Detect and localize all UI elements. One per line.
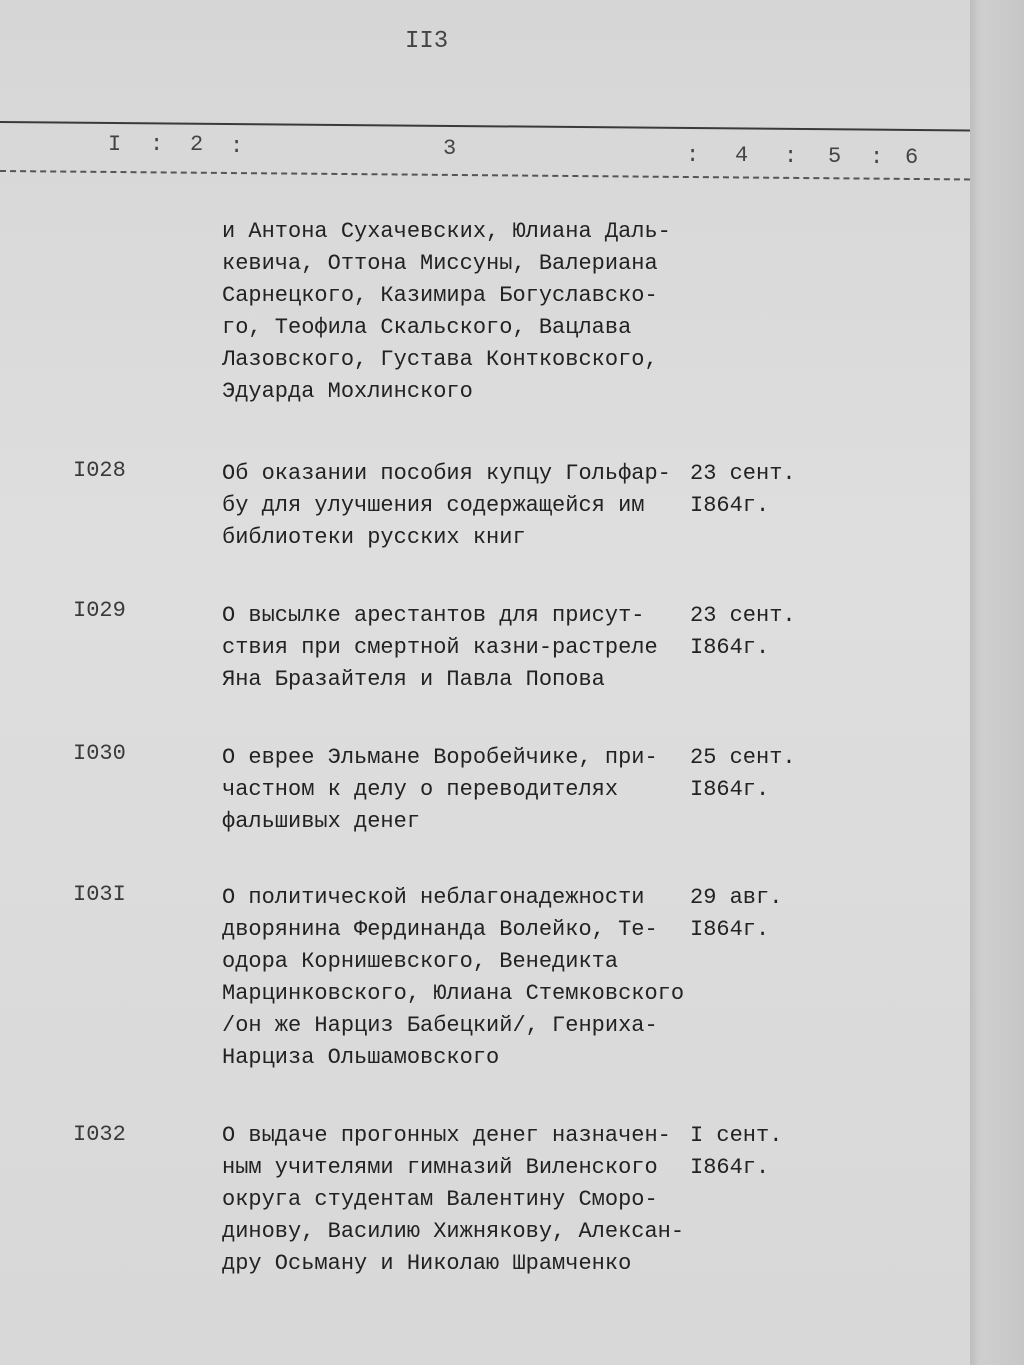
entry-number: I032 bbox=[73, 1122, 126, 1147]
continuation-text: и Антона Сухачевских, Юлиана Даль- кевича, Оттона Миссуны, Валериана Сарнецкого, Казимира Богуславско- го, Теофила Скальского, Вацлава Лазовского, Густава Контковского, Эдуарда Мохлинского bbox=[222, 219, 671, 404]
column-header-5: 5 bbox=[828, 144, 842, 169]
entry-date: 23 сент. I864г. bbox=[690, 461, 796, 518]
entry-number: I03I bbox=[73, 882, 126, 907]
column-header-2: 2 bbox=[190, 132, 204, 157]
column-header-6: 6 bbox=[905, 145, 919, 170]
entry-date: 23 сент. I864г. bbox=[690, 603, 796, 660]
column-header-4: 4 bbox=[735, 143, 749, 168]
page-number: II3 bbox=[405, 28, 449, 55]
entry-description: О политической неблагонадежности дворянина Фердинанда Волейко, Те- одора Корнишевского, Венедикта Марцинковского, Юлиана Стемковского /он же Нарциз Бабецкий/, Генриха- Нарциза Ольшамовского bbox=[222, 885, 685, 1070]
entry-date: I сент. I864г. bbox=[690, 1123, 783, 1180]
column-separator: : bbox=[230, 134, 244, 159]
entry-description: О еврее Эльмане Воробейчике, при- частном к делу о переводителях фальшивых денег bbox=[222, 745, 658, 834]
entry-description: О высылке арестантов для присут- ствия при смертной казни-растреле Яна Бразайтеля и Павла Попова bbox=[222, 603, 658, 692]
entry-number: I028 bbox=[73, 458, 126, 483]
entry-description: О выдаче прогонных денег назначен- ным учителями гимназий Виленского округа студентам Валентину Сморо- динову, Василию Хижнякову, Алексан- дру Осьману и Николаю Шрамченко bbox=[222, 1123, 685, 1276]
column-header-1: I bbox=[108, 132, 122, 157]
column-separator: : bbox=[870, 145, 884, 170]
entry-number: I029 bbox=[73, 598, 126, 623]
column-separator: : bbox=[686, 143, 700, 168]
column-header-3: 3 bbox=[443, 136, 457, 161]
column-separator: : bbox=[150, 132, 164, 157]
entry-date: 29 авг. I864г. bbox=[690, 885, 783, 942]
column-separator: : bbox=[784, 144, 798, 169]
page-edge bbox=[970, 0, 1024, 1365]
entry-description: Об оказании пособия купцу Гольфар- бу для улучшения содержащейся им библиотеки русских книг bbox=[222, 461, 671, 550]
entry-date: 25 сент. I864г. bbox=[690, 745, 796, 802]
entry-number: I030 bbox=[73, 741, 126, 766]
